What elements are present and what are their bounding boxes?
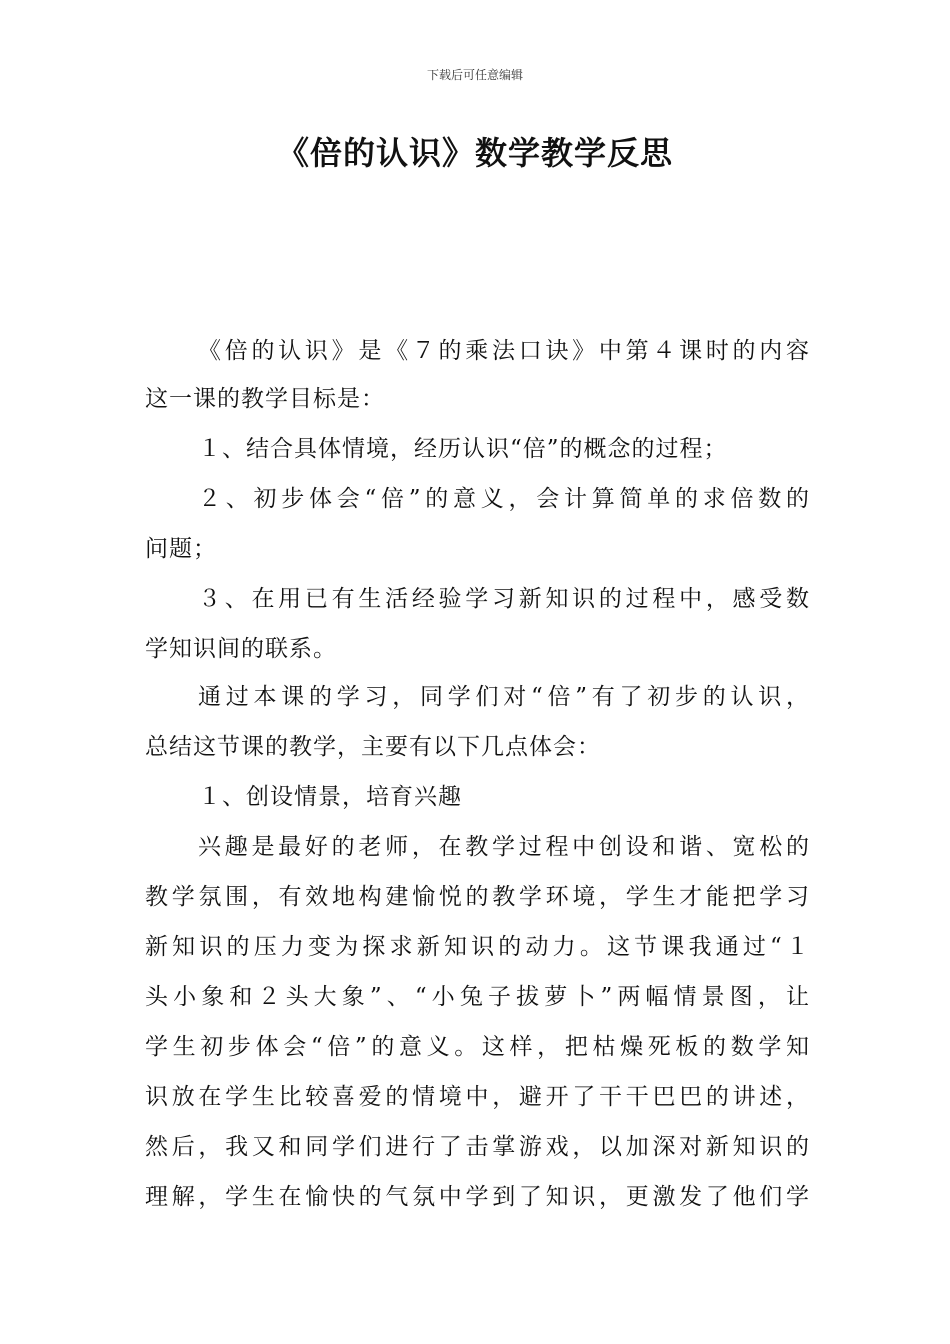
paragraph-line: 理解，学生在愉快的气氛中学到了知识，更激发了他们学 [145,1184,810,1210]
paragraph-line: 然后，我又和同学们进行了击掌游戏，以加深对新知识的 [145,1134,810,1160]
paragraph-line: 《倍的认识》是《７的乘法口诀》中第４课时的内容 [198,338,810,364]
paragraph-line: 问题； [145,536,217,562]
paragraph-line: １、结合具体情境，经历认识“倍”的概念的过程； [198,436,728,462]
paragraph-line: 这一课的教学目标是： [145,386,385,412]
document-title: 《倍的认识》数学教学反思 [276,134,673,172]
paragraph-line: 识放在学生比较喜爱的情境中，避开了干干巴巴的讲述， [145,1084,810,1110]
paragraph-line: 头小象和２头大象”、“小兔子拔萝卜”两幅情景图，让 [145,984,810,1010]
section-heading: １、创设情景，培育兴趣 [198,784,462,810]
paragraph-line: 学知识间的联系。 [145,636,337,662]
paragraph-line: 教学氛围，有效地构建愉悦的教学环境，学生才能把学习 [145,884,810,910]
paragraph-line: 总结这节课的教学，主要有以下几点体会： [145,734,601,760]
paragraph-line: ３、在用已有生活经验学习新知识的过程中，感受数 [198,586,810,612]
paragraph-line: 学生初步体会“倍”的意义。这样，把枯燥死板的数学知 [145,1034,810,1060]
paragraph-line: 新知识的压力变为探求新知识的动力。这节课我通过“１ [145,934,810,960]
paragraph-line: ２、初步体会“倍”的意义，会计算简单的求倍数的 [198,486,810,512]
paragraph-line: 兴趣是最好的老师，在教学过程中创设和谐、宽松的 [198,834,810,860]
paragraph-line: 通过本课的学习，同学们对“倍”有了初步的认识， [198,684,810,710]
header-note: 下载后可任意编辑 [426,68,523,82]
